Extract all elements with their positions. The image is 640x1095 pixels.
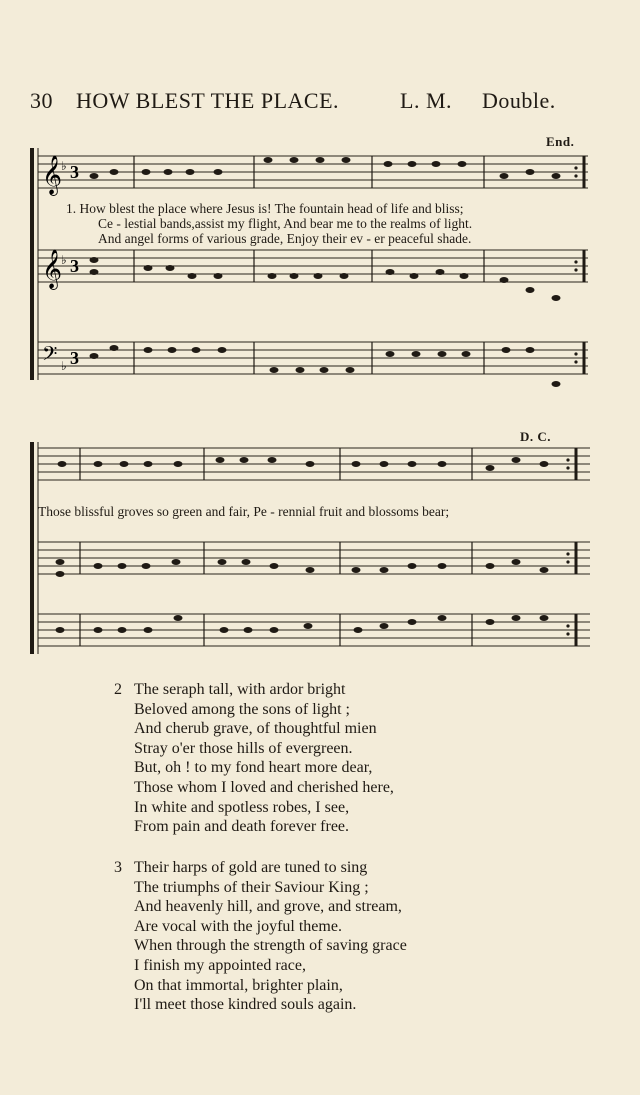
stanza-number: 3 bbox=[114, 859, 122, 876]
svg-text:3: 3 bbox=[70, 162, 79, 182]
svg-text:3: 3 bbox=[70, 256, 79, 276]
hymn-meter: L. M. bbox=[400, 88, 452, 113]
tune-type: Double. bbox=[482, 88, 556, 113]
stanza-line: I'll meet those kindred souls again. bbox=[134, 996, 357, 1014]
stanza-line: Beloved among the sons of light ; bbox=[134, 700, 350, 718]
stanza-line: Their harps of gold are tuned to sing bbox=[134, 859, 368, 876]
music-system-2 bbox=[28, 442, 592, 658]
stanza-line: And heavenly hill, and grove, and stream, bbox=[134, 898, 402, 916]
svg-text:3: 3 bbox=[70, 348, 79, 368]
lyric-system1-line2: Ce - lestial bands,assist my flight, And bear me to the realms of light. bbox=[98, 216, 473, 231]
page-header bbox=[30, 88, 610, 122]
page-number: 30 bbox=[30, 88, 53, 113]
stanza-line: I finish my appointed race, bbox=[134, 956, 306, 974]
stanza-line: Those whom I loved and cherished here, bbox=[134, 778, 394, 796]
end-marker: End. bbox=[546, 134, 575, 149]
svg-text:♭: ♭ bbox=[61, 253, 67, 267]
hymn-title: HOW BLEST THE PLACE. bbox=[76, 88, 340, 113]
stanza-line: From pain and death forever free. bbox=[134, 818, 350, 836]
music-staves-system-2 bbox=[28, 442, 592, 658]
stanza-line: The seraph tall, with ardor bright bbox=[134, 681, 346, 698]
stanza-line: Are vocal with the joyful theme. bbox=[134, 917, 342, 935]
svg-text:𝄞: 𝄞 bbox=[42, 249, 63, 289]
stanza-line: When through the strength of saving grace bbox=[134, 937, 407, 955]
lyric-system1-line3: And angel forms of various grade, Enjoy their ev - er peaceful shade. bbox=[98, 231, 472, 246]
music-staves-system-1 bbox=[28, 148, 592, 388]
svg-text:𝄢: 𝄢 bbox=[42, 342, 58, 370]
svg-text:𝄞: 𝄞 bbox=[42, 155, 63, 195]
lyric-system2-line1: Those blissful groves so green and fair, Pe - rennial fruit and blossoms bear; bbox=[38, 504, 450, 519]
stanza-number: 2 bbox=[114, 681, 122, 698]
dc-marker: D. C. bbox=[520, 429, 552, 444]
stanza-line: The triumphs of their Saviour King ; bbox=[134, 878, 369, 896]
music-system-1 bbox=[28, 148, 592, 388]
lyric-system1-line1: 1. How blest the place where Jesus is! The fountain head of life and bliss; bbox=[66, 201, 464, 216]
stanza-line: And cherub grave, of thoughtful mien bbox=[134, 720, 377, 738]
stanza-line: Stray o'er those hills of evergreen. bbox=[134, 739, 353, 757]
stanza-line: In white and spotless robes, I see, bbox=[134, 798, 350, 816]
svg-text:♭: ♭ bbox=[61, 359, 67, 373]
stanza-line: But, oh ! to my fond heart more dear, bbox=[134, 759, 373, 777]
stanza-line: On that immortal, brighter plain, bbox=[134, 976, 343, 994]
svg-text:♭: ♭ bbox=[61, 159, 67, 173]
